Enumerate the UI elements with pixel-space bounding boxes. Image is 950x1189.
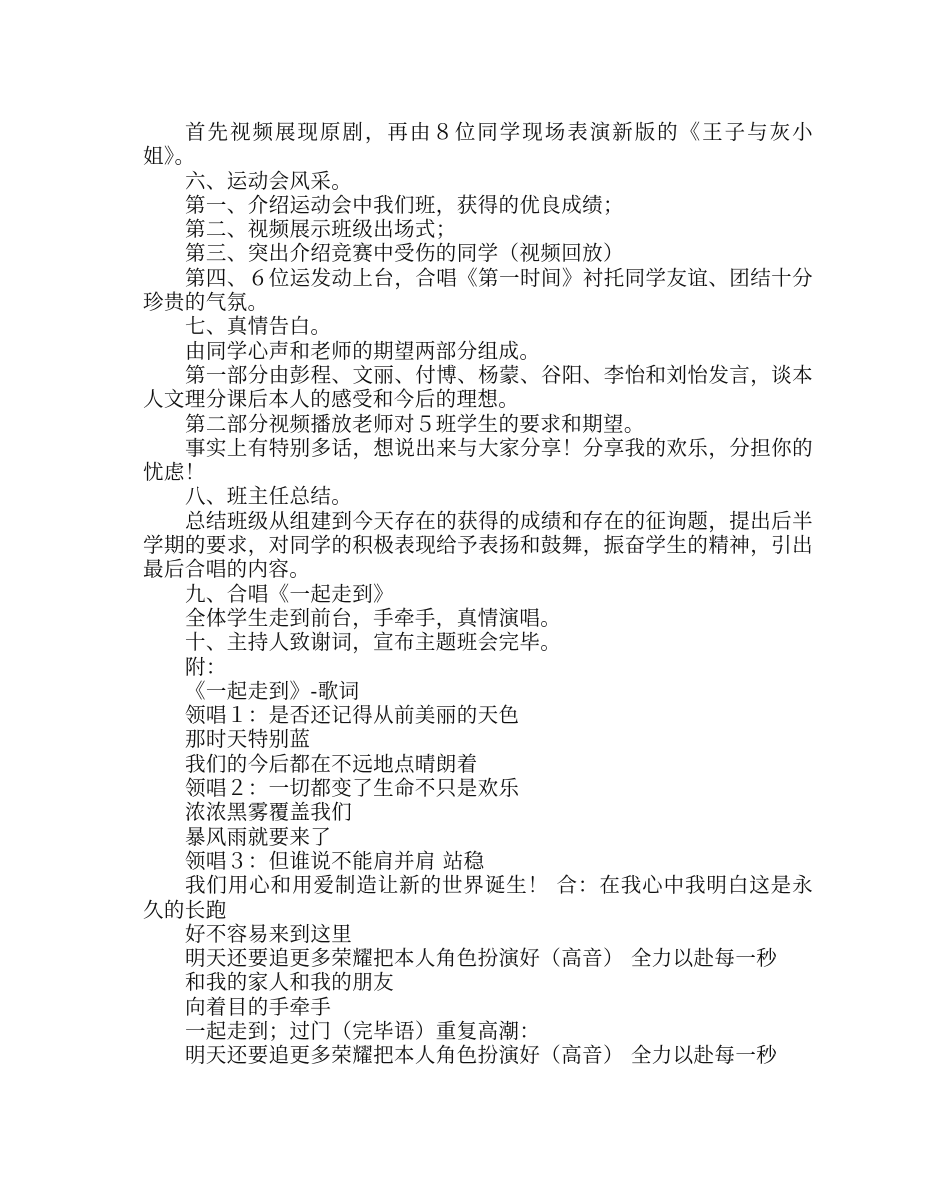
lyrics-line: 那时天特别蓝 (185, 727, 311, 752)
lyrics-title: 《一起走到》-歌词 (185, 678, 360, 703)
paragraph: 第一、介绍运动会中我们班，获得的优良成绩； (185, 192, 624, 217)
paragraph: 总结班级从组建到今天存在的获得的成绩和存在的征询题，提出后半学期的要求，对同学的积极表现给予表扬和鼓舞，振奋学生的精神，引出最后合唱的内容。 (143, 508, 813, 582)
paragraph: 第二、视频展示班级出场式； (185, 217, 457, 242)
lyrics-line: 一起走到；过门（完毕语）重复高潮： (185, 1018, 541, 1043)
paragraph: 第一部分由彭程、文丽、付博、杨蒙、谷阳、李怡和刘怡发言，谈本人文理分课后本人的感受和今后的理想。 (143, 362, 813, 412)
lyrics-line: 向着目的手牵手 (185, 994, 332, 1019)
paragraph: 事实上有特别多话，想说出来与大家分享！分享我的欢乐，分担你的忧虑！ (143, 435, 813, 485)
lyrics-line: 暴风雨就要来了 (185, 824, 332, 849)
lyrics-line: 好不容易来到这里 (185, 921, 353, 946)
lyrics-line: 浓浓黑雾覆盖我们 (185, 800, 353, 825)
lyrics-line: 领唱１：是否还记得从前美丽的天色 (185, 703, 520, 728)
lyrics-line: 我们的今后都在不远地点晴朗着 (185, 751, 478, 776)
section-heading: 七、真情告白。 (185, 314, 332, 339)
paragraph: 第二部分视频播放老师对５班学生的要求和期望。 (185, 411, 645, 436)
section-heading: 八、班主任总结。 (185, 484, 353, 509)
lyrics-line: 领唱２：一切都变了生命不只是欢乐 (185, 776, 520, 801)
paragraph: 第四、６位运发动上台，合唱《第一时间》衬托同学友谊、团结十分珍贵的气氛。 (143, 265, 813, 315)
paragraph: 第三、突出介绍竞赛中受伤的同学（视频回放） (185, 241, 624, 266)
paragraph: 由同学心声和老师的期望两部分组成。 (185, 338, 541, 363)
section-heading: 九、合唱《一起走到》 (185, 581, 394, 606)
lyrics-line: 明天还要追更多荣耀把本人角色扮演好（高音） 全力以赴每一秒 (185, 946, 778, 971)
paragraph: 六、运动会风采。 (185, 168, 353, 193)
paragraph: 首先视频展现原剧，再由８位同学现场表演新版的《王子与灰小姐》。 (143, 120, 813, 169)
lyrics-line: 领唱３：但谁说不能肩并肩 站稳 (185, 848, 485, 873)
section-heading: 十、主持人致谢词，宣布主题班会完毕。 (185, 630, 562, 655)
lyrics-line: 我们用心和用爱制造让新的世界诞生！ 合：在我心中我明白这是永久的长跑 (143, 873, 813, 922)
lyrics-line: 明天还要追更多荣耀把本人角色扮演好（高音） 全力以赴每一秒 (185, 1043, 778, 1068)
paragraph: 全体学生走到前台，手牵手，真情演唱。 (185, 605, 562, 630)
document-body (143, 120, 813, 1068)
lyrics-line: 和我的家人和我的朋友 (185, 970, 394, 995)
appendix-label: 附： (185, 654, 227, 679)
